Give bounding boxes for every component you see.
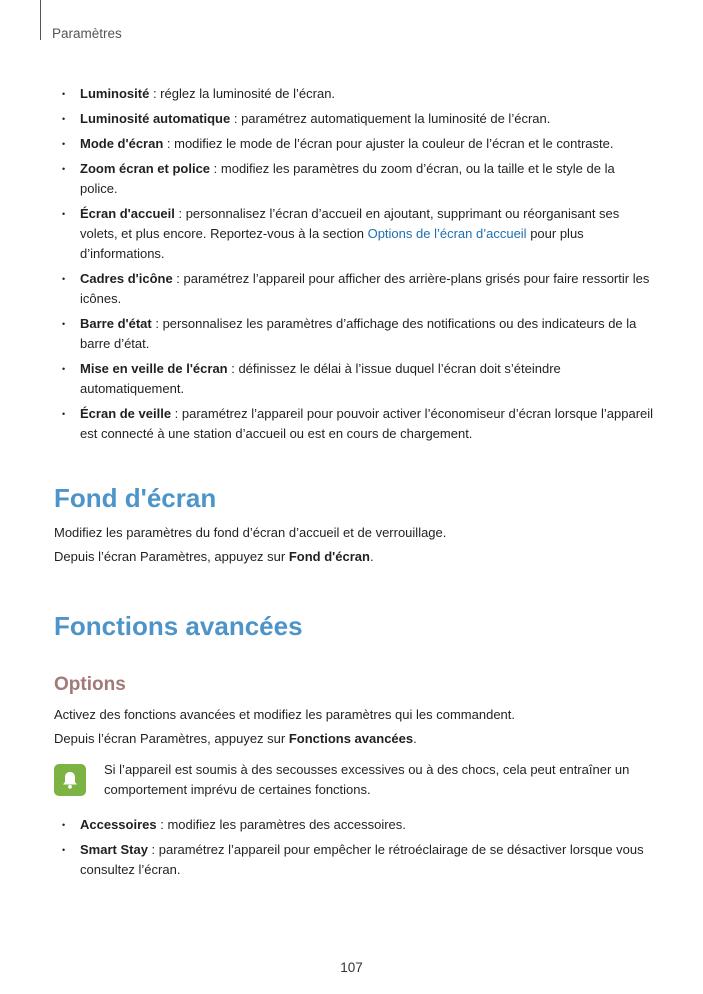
- list-item: • Accessoires : modifiez les paramètres des accessoires.: [54, 815, 654, 835]
- list-item: • Smart Stay : paramétrez l’appareil pour empêcher le rétroéclairage de se désactiver lorsque vous consultez l’écran.: [54, 840, 654, 880]
- page-number: 107: [340, 960, 363, 975]
- display-settings-section: [54, 84, 654, 449]
- caution-bell-icon: [54, 764, 86, 796]
- list-item: • Barre d'état : personnalisez les paramètres d’affichage des notifications ou des indicateurs de la barre d’état.: [54, 314, 654, 354]
- advanced-items-list: [54, 815, 654, 880]
- advanced-features-section: [54, 611, 654, 753]
- list-item: • Mise en veille de l'écran : définissez le délai à l’issue duquel l’écran doit s’éteindre automatiquement.: [54, 359, 654, 399]
- advanced-intro: Activez des fonctions avancées et modifiez les paramètres qui les commandent.: [54, 707, 516, 722]
- section-heading-advanced: Fonctions avancées: [54, 611, 303, 641]
- wallpaper-section: [54, 483, 654, 571]
- home-screen-options-link[interactable]: Options de l’écran d’accueil: [367, 226, 527, 241]
- list-item: • Luminosité automatique : paramétrez automatiquement la luminosité de l’écran.: [54, 109, 654, 129]
- wallpaper-path: Depuis l’écran Paramètres, appuyez sur Fond d'écran.: [54, 549, 374, 564]
- running-header: Paramètres: [52, 26, 122, 41]
- subsection-heading-options: Options: [54, 674, 126, 695]
- advanced-items-section: [54, 815, 654, 885]
- list-item: • Luminosité : réglez la luminosité de l’écran.: [54, 84, 654, 104]
- section-heading-wallpaper: Fond d'écran: [54, 483, 217, 513]
- list-item: • Écran de veille : paramétrez l’appareil pour pouvoir activer l’économiseur d’écran lorsque l’appareil est connecté à une station d’accueil ou est en cours de chargement.: [54, 404, 654, 444]
- display-settings-list: [54, 84, 654, 444]
- list-item: • Écran d'accueil : personnalisez l’écran d’accueil en ajoutant, supprimant ou réorganisant ses volets, et plus encore. Reportez-vous à la section Options de l’écran d’accueil pour plus d’informations.: [54, 204, 654, 264]
- caution-note-text: Si l’appareil est soumis à des secousses excessives ou à des chocs, cela peut entraîner un comportement imprévu de certaines fonctions.: [104, 762, 630, 797]
- wallpaper-intro: Modifiez les paramètres du fond d’écran d’accueil et de verrouillage.: [54, 525, 447, 540]
- advanced-path: Depuis l’écran Paramètres, appuyez sur Fonctions avancées.: [54, 731, 417, 746]
- list-item: • Zoom écran et police : modifiez les paramètres du zoom d’écran, ou la taille et le style de la police.: [54, 159, 654, 199]
- list-item: • Cadres d'icône : paramétrez l’appareil pour afficher des arrière-plans grisés pour faire ressortir les icônes.: [54, 269, 654, 309]
- header-divider: [40, 0, 41, 40]
- list-item: • Mode d'écran : modifiez le mode de l’écran pour ajuster la couleur de l’écran et le contraste.: [54, 134, 654, 154]
